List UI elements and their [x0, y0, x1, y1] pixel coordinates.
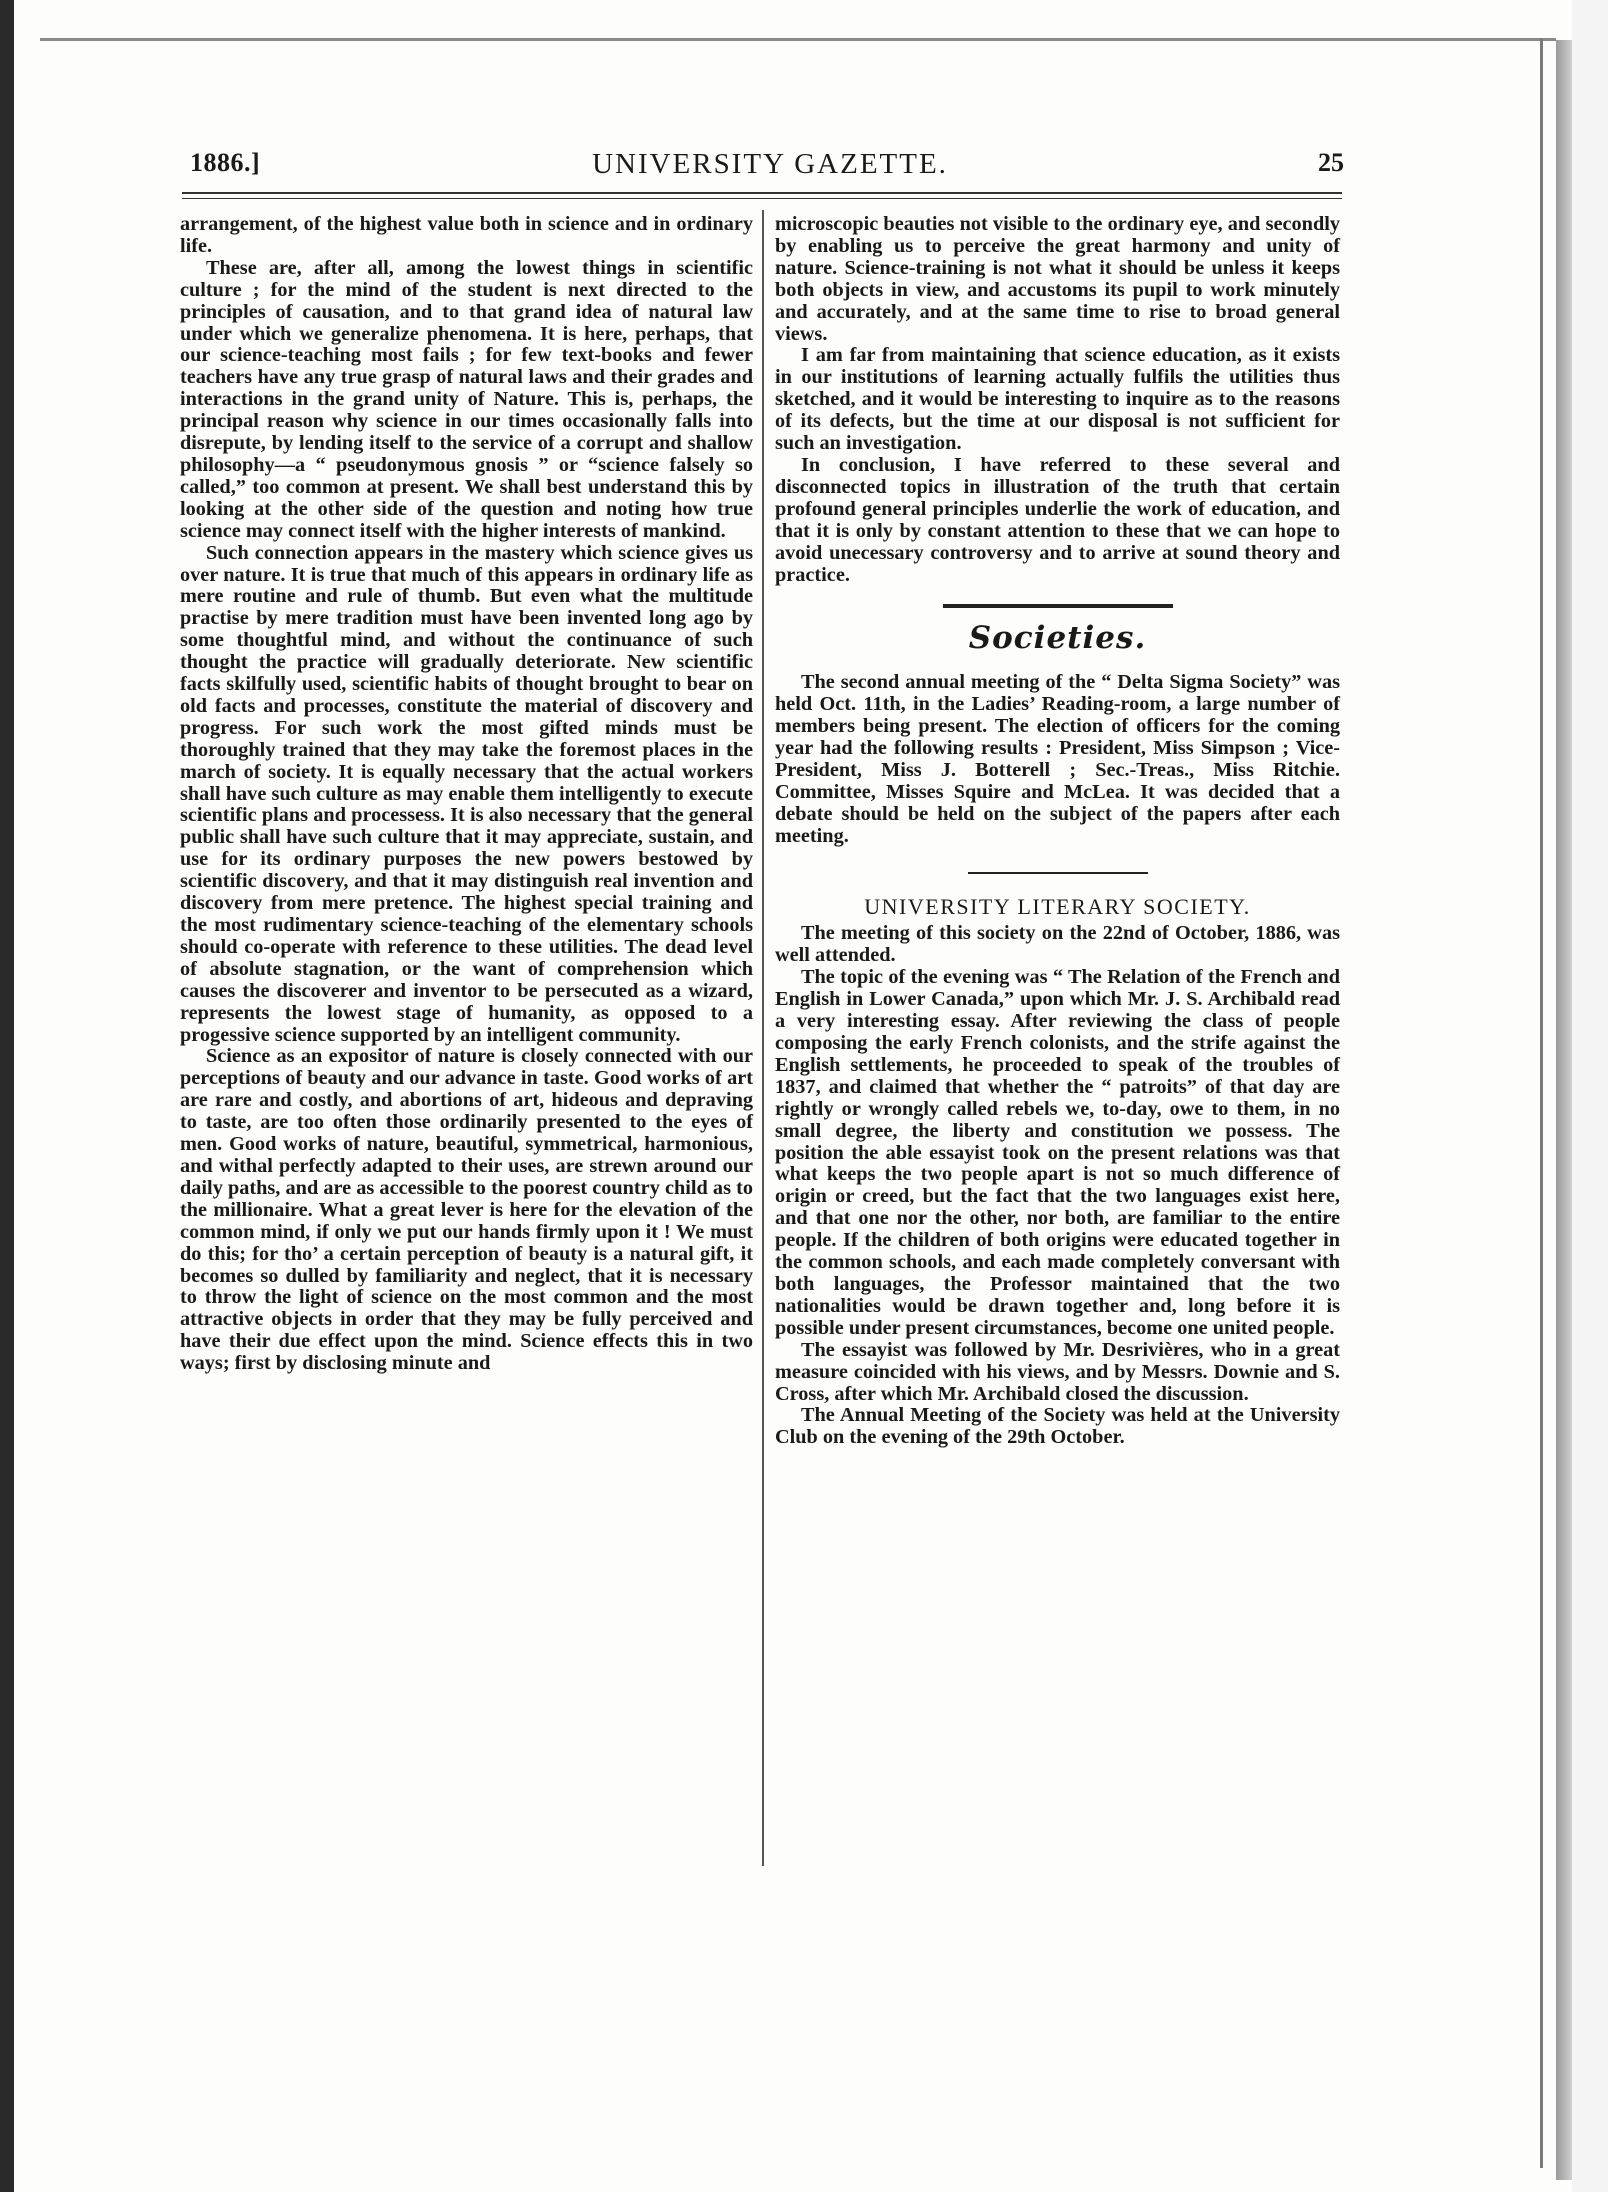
page-edge-background — [1572, 0, 1608, 2192]
section-rule — [968, 872, 1148, 874]
societies-heading: Societies. — [968, 620, 1147, 657]
literary-society-report — [775, 923, 1340, 1449]
header-rule — [182, 192, 1342, 194]
left-column — [180, 214, 753, 1375]
paragraph: The Annual Meeting of the Society was held at the University Club on the evening of the 29th October. — [775, 1404, 1340, 1449]
literary-society-heading: UNIVERSITY LITERARY SOCIETY. — [864, 893, 1251, 919]
page-edge-shadow — [1556, 40, 1572, 2180]
header-year: 1886.] — [190, 148, 261, 177]
header-rule-thin — [182, 198, 1342, 199]
header-title: UNIVERSITY GAZETTE. — [592, 148, 948, 180]
societies-paragraph: The second annual meeting of the “ Delta Sigma Society” was held Oct. 11th, in the Ladies’ Reading-room, a large number of members being present. The election of officers for the coming year had the following results : President, Miss Simpson ; Vice-President, Miss J. Botterell ; Sec.-Treas., Miss Ritchie. Committee, Misses Squire and McLea. It was decided that a debate should be held on the subject of the papers after each meeting. — [775, 671, 1340, 847]
scan-frame-top — [40, 38, 1556, 41]
paragraph: arrangement, of the highest value both in science and in ordinary life. — [180, 213, 753, 257]
paragraph: Such connection appears in the mastery which science gives us over nature. It is true that much of this appears in ordinary life as mere routine and rule of thumb. But even what the multitude practise by mere tradition must have been invented long ago by some thoughtful mind, and without the continuance of such thought the practice will gradually deteriorate. New scientific facts skilfully used, scientific habits of thought brought to bear on old facts and processes, constitute the material of discovery and progress. For such work the most gifted minds must be thoroughly trained that they may take the foremost places in the march of society. It is equally necessary that the actual workers shall have such culture as may enable them intelligently to execute scientific plans and processess. It is also necessary that the general public shall have such culture that it may appreciate, sustain, and use for its ordinary purposes the new powers bestowed by scientific discovery, and that it may distinguish real invention and discovery from mere pretence. The highest special training and the most rudimentary science-teaching of the elementary schools should co-operate with reference to these utilities. The dead level of absolute stagnation, or the want of comprehension which causes the discoverer and inventor to be persecuted as a wizard, represents the lowest stage of humanity, as opposed to a progessive science supported by an intelligent community. — [180, 541, 753, 1046]
paragraph: In conclusion, I have referred to these several and disconnected topics in illustration of the truth that certain profound general principles underlie the work of education, and that it is only by constant attention to these that we can hope to avoid unecessary controversy and to arrive at sound theory and practice. — [775, 453, 1340, 586]
column-divider — [762, 210, 764, 1866]
paragraph: Science as an expositor of nature is closely connected with our perceptions of beauty and our advance in taste. Good works of art are rare and costly, and abortions of art, hideous and depraving to taste, are too often those ordinarily presented to the eyes of men. Good works of nature, beautiful, symmetrical, harmonious, and withal perfectly adapted to their uses, are strewn around our daily paths, and are as accessible to the poorest country child as to the millionaire. What a great lever is here for the elevation of the common mind, if only we put our hands firmly upon it ! We must do this; for tho’ a certain perception of beauty is a natural gift, it becomes so dulled by familiarity and neglect, that it is necessary to throw the light of science on the most common and the most attractive objects in order that they may be fully perceived and have their due effect upon the mind. Science effects this in two ways; first by disclosing minute and — [180, 1045, 753, 1375]
paragraph: The topic of the evening was “ The Relation of the French and English in Lower Canada,” upon which Mr. J. S. Archibald read a very interesting essay. After reviewing the class of people composing the early French colonists, and the strife against the English settlements, he proceeded to speak of the troubles of 1837, and claimed that whether the “ patroits” of that day are rightly or wrongly called rebels we, to-day, owe to them, in no small degree, the liberty and constitution we possess. The position the able essayist took on the present relations was that what keeps the two people apart is not so much difference of origin or creed, but the fact that the two languages exist here, and that one nor the other, nor both, are familiar to the entire people. If the children of both origins were educated together in the common schools, and each made completely conversant with both languages, the Professor maintained that the two nationalities would be drawn together and, long before it is possible under present circumstances, become one united people. — [775, 966, 1340, 1339]
scan-frame-right — [1540, 38, 1543, 2168]
paragraph: The meeting of this society on the 22nd of October, 1886, was well attended. — [775, 922, 1340, 967]
book-binding — [0, 0, 14, 2192]
paragraph: microscopic beauties not visible to the ordinary eye, and secondly by enabling us to perceive the great harmony and unity of nature. Science-training is not what it should be unless it keeps both objects in view, and accustoms its pupil to work minutely and accurately, and at the same time to rise to broad general views. — [775, 213, 1340, 345]
article-conclusion — [775, 214, 1340, 586]
article-end-rule — [943, 604, 1173, 608]
right-column — [775, 214, 1340, 1449]
paragraph: These are, after all, among the lowest things in scientific culture ; for the mind of the student is next directed to the principles of causation, and to that grand idea of natural law under which we generalize phenomena. It is here, perhaps, that our science-teaching most fails ; for few text-books and fewer teachers have any true grasp of natural laws and their grades and interactions in the grand unity of Nature. This is, perhaps, the principal reason why science in our times occasionally falls into disrepute, by lending itself to the service of a corrupt and shallow philosophy—a “ pseudonymous gnosis ” or “science falsely so called,” too common at present. We shall best understand this by looking at the other side of the question and noting how true science may connect itself with the higher interests of mankind. — [180, 256, 753, 542]
paragraph: I am far from maintaining that science education, as it exists in our institutions of learning actually fulfils the utilities thus sketched, and it would be interesting to inquire as to the reasons of its defects, but the time at our disposal is not sufficient for such an investigation. — [775, 344, 1340, 455]
page-number: 25 — [1318, 148, 1344, 177]
paragraph: The essayist was followed by Mr. Desrivières, who in a great measure coincided with his views, and by Messrs. Downie and S. Cross, after which Mr. Archibald closed the discussion. — [775, 1338, 1340, 1405]
running-header — [190, 148, 1350, 188]
